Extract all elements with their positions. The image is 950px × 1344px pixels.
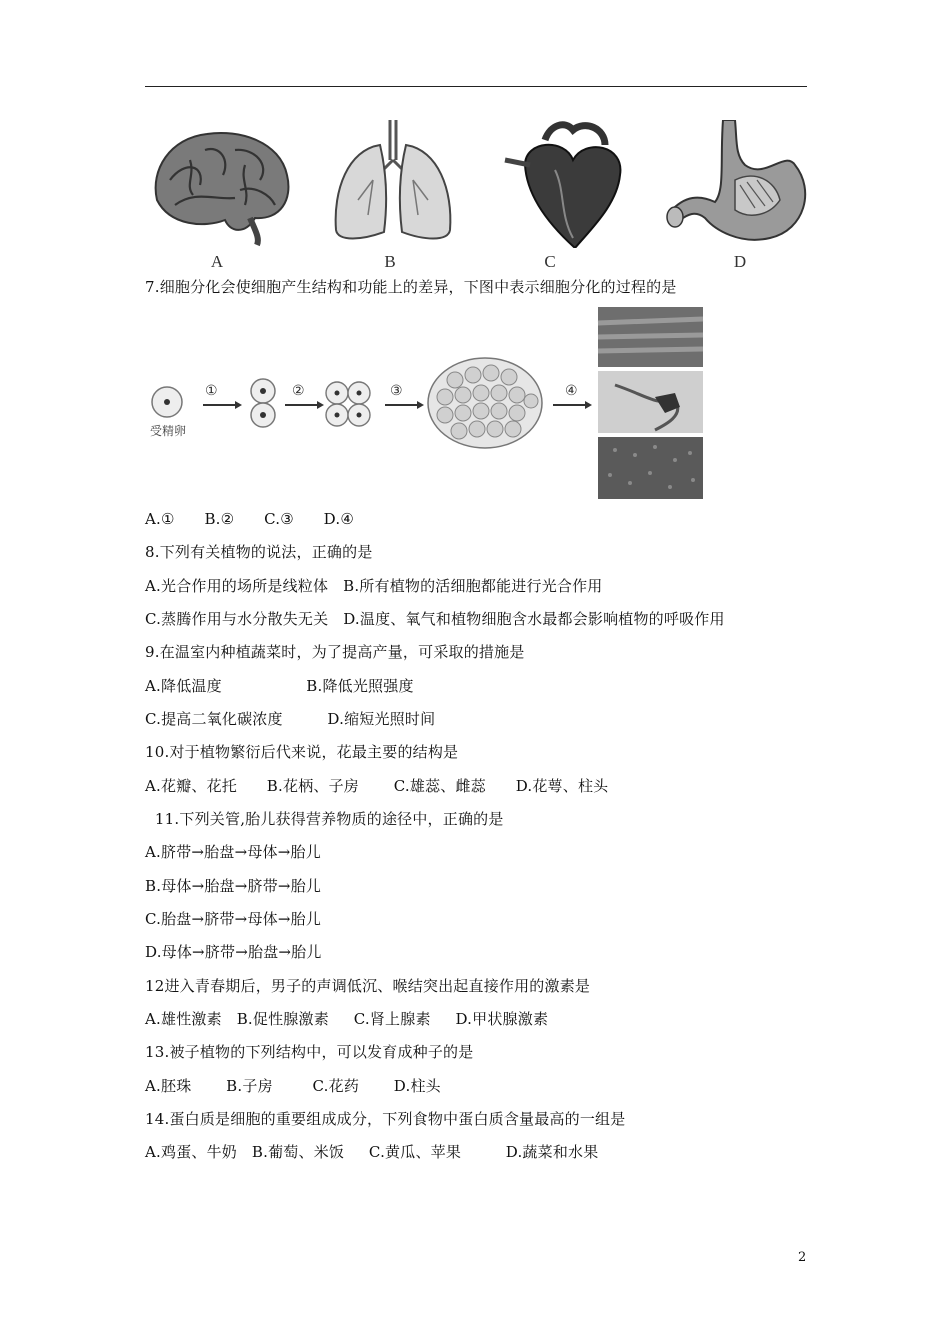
q12-stem: 12进入青春期后，男子的声调低沉、喉结突出起直接作用的激素是 <box>145 977 591 995</box>
organ-label-b: B <box>384 252 396 271</box>
lungs-icon <box>318 120 468 248</box>
tissue-nerve <box>598 371 703 433</box>
organ-label-d: D <box>733 252 747 271</box>
step-2-label: ② <box>292 383 305 399</box>
q9-stem: 9.在温室内种植蔬菜时，为了提高产量，可采取的措施是 <box>145 643 525 661</box>
brain-icon <box>145 120 295 248</box>
q11-option-b: B.母体→胎盘→脐带→胎儿 <box>145 877 322 895</box>
cell-differentiation-figure <box>145 305 710 505</box>
q14-options: A.鸡蛋、牛奶 B.葡萄、米饭 C.黄瓜、苹果 D.蔬菜和水果 <box>145 1143 599 1161</box>
step-3-label: ③ <box>390 383 403 399</box>
q13-options: A.胚珠 B.子房 C.花药 D.柱头 <box>145 1077 441 1095</box>
q14-stem: 14.蛋白质是细胞的重要组成成分，下列食物中蛋白质含量最高的一组是 <box>145 1110 626 1128</box>
q9-line2: C.提高二氧化碳浓度 D.缩短光照时间 <box>145 710 436 728</box>
q13-stem: 13.被子植物的下列结构中，可以发育成种子的是 <box>145 1043 474 1061</box>
heart-icon <box>495 120 645 248</box>
q8-stem: 8.下列有关植物的说法，正确的是 <box>145 543 373 561</box>
q9-line1: A.降低温度 B.降低光照强度 <box>145 677 414 695</box>
page-number: 2 <box>798 1250 807 1265</box>
q7-options: A.① B.② C.③ D.④ <box>145 510 354 528</box>
organ-figure <box>140 120 820 280</box>
organ-label-c: C <box>544 252 556 271</box>
egg-label: 受精卵 <box>150 424 187 438</box>
header-rule <box>145 86 807 87</box>
stomach-icon <box>665 120 815 248</box>
step-4-label: ④ <box>565 383 578 399</box>
q11-option-d: D.母体→脐带→胎盘→胎儿 <box>145 943 322 961</box>
q7-stem: 7.细胞分化会使细胞产生结构和功能上的差异，下图中表示细胞分化的过程的是 <box>145 278 677 296</box>
q10-stem: 10.对于植物繁衍后代来说，花最主要的结构是 <box>145 743 459 761</box>
organ-label-a: A <box>210 252 224 271</box>
q11-option-a: A.脐带→胎盘→母体→胎儿 <box>145 843 321 861</box>
q10-options: A.花瓣、花托 B.花柄、子房 C.雄蕊、雌蕊 D.花萼、柱头 <box>145 777 609 795</box>
step-1-label: ① <box>205 383 218 399</box>
q12-options: A.雄性激素 B.促性腺激素 C.肾上腺素 D.甲状腺激素 <box>145 1010 549 1028</box>
tissue-connective <box>598 437 703 499</box>
q11-stem: 11.下列关管,胎儿获得营养物质的途径中，正确的是 <box>145 810 504 828</box>
q11-option-c: C.胎盘→脐带→母体→胎儿 <box>145 910 322 928</box>
q8-line1: A.光合作用的场所是线粒体 B.所有植物的活细胞都能进行光合作用 <box>145 577 603 595</box>
q8-line2: C.蒸腾作用与水分散失无关 D.温度、氧气和植物细胞含水最都会影响植物的呼吸作用 <box>145 610 725 628</box>
